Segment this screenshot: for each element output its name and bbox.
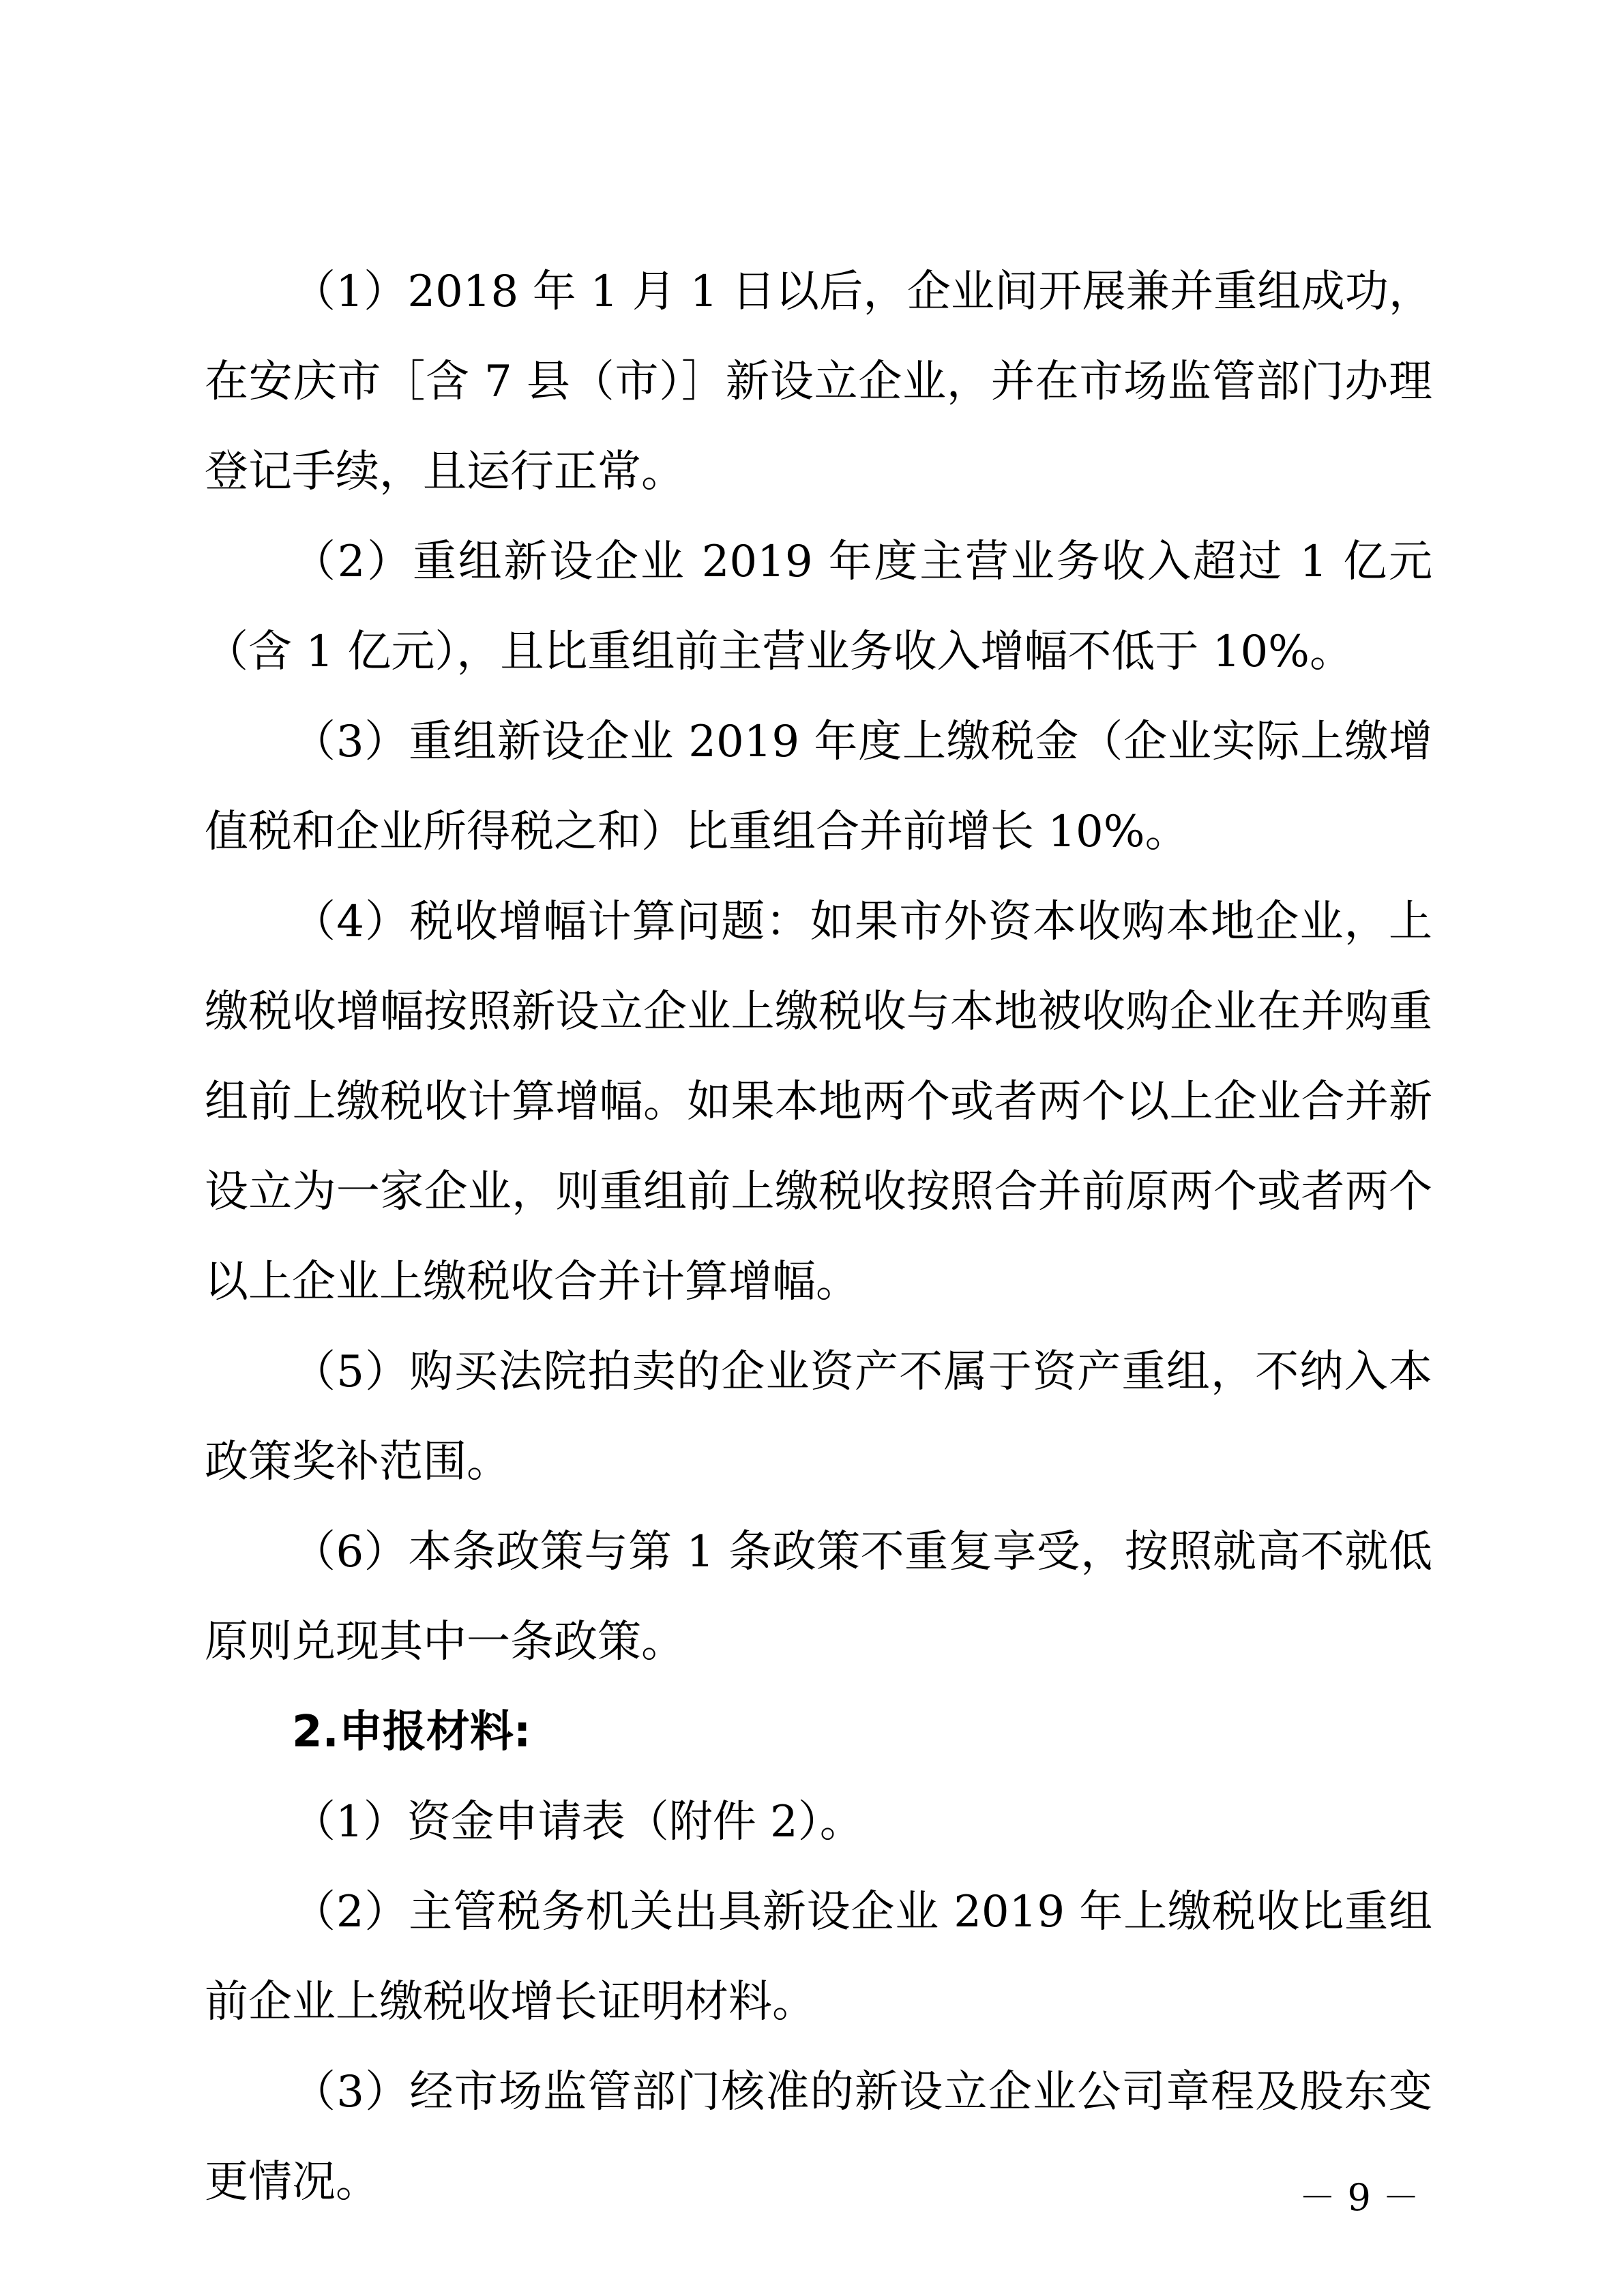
condition-paragraph-6: （6）本条政策与第 1 条政策不重复享受，按照就高不就低原则兑现其中一条政策。	[205, 1527, 1432, 1667]
material-paragraph-1: （1）资金申请表（附件 2）。	[292, 1797, 863, 1847]
section-heading: 2.申报材料:	[292, 1707, 531, 1757]
condition-paragraph-3: （3）重组新设企业 2019 年度上缴税金（企业实际上缴增值税和企业所得税之和）比重组合并前增长 10%。	[205, 717, 1432, 857]
condition-paragraph-4: （4）税收增幅计算问题：如果市外资本收购本地企业，上缴税收增幅按照新设立企业上缴税收与本地被收购企业在并购重组前上缴税收计算增幅。如果本地两个或者两个以上企业合并新设立为一家企业，则重组前上缴税收按照合并前原两个或者两个以上企业上缴税收合并计算增幅。	[205, 897, 1432, 1307]
condition-paragraph-2: （2）重组新设企业 2019 年度主营业务收入超过 1 亿元（含 1 亿元），且比重组前主营业务收入增幅不低于 10%。	[205, 537, 1432, 677]
document-body	[205, 247, 1432, 2227]
material-paragraph-2: （2）主管税务机关出具新设企业 2019 年上缴税收比重组前企业上缴税收增长证明材料。	[205, 1887, 1432, 2027]
condition-paragraph-5: （5）购买法院拍卖的企业资产不属于资产重组，不纳入本政策奖补范围。	[205, 1347, 1432, 1487]
material-paragraph-3: （3）经市场监管部门核准的新设立企业公司章程及股东变更情况。	[205, 2067, 1432, 2207]
page-number: － 9 －	[1299, 2176, 1419, 2219]
condition-paragraph-1: （1）2018 年 1 月 1 日以后，企业间开展兼并重组成功，在安庆市［含 7 县（市）］新设立企业，并在市场监管部门办理登记手续，且运行正常。	[205, 267, 1432, 497]
